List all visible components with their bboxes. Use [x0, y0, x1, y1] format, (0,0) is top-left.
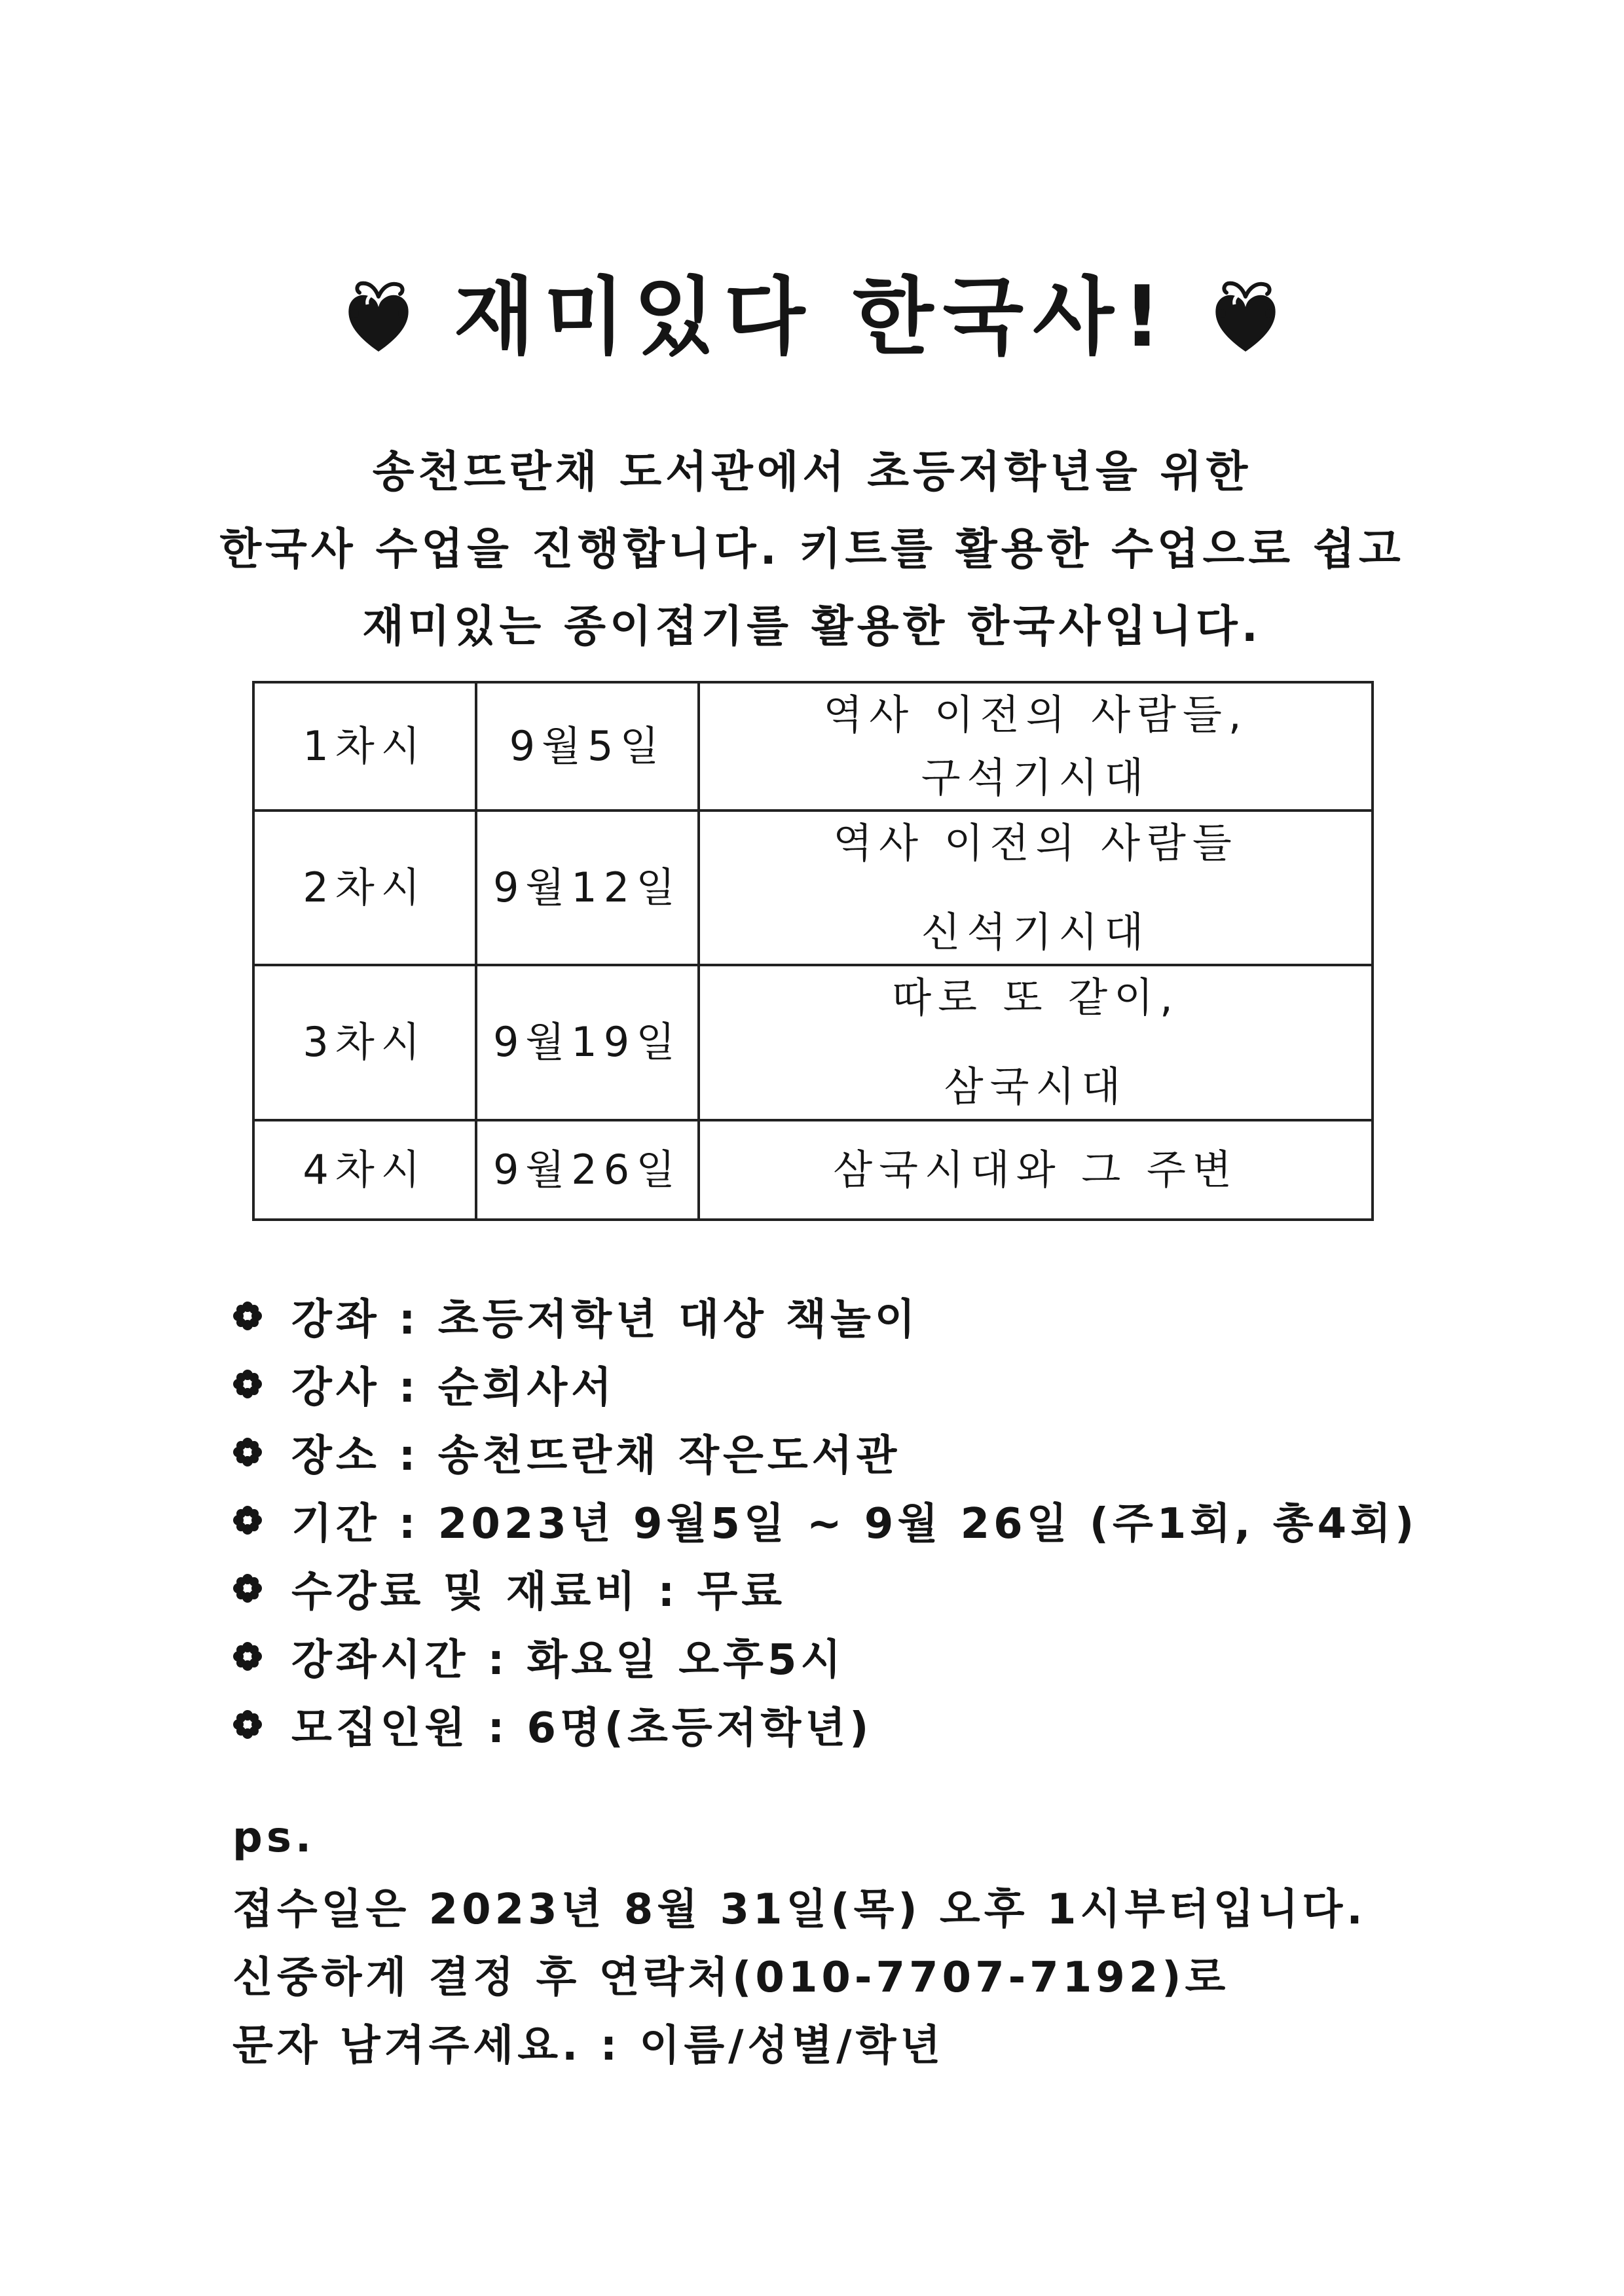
info-item-location: [232, 1418, 1418, 1486]
topic-cell: [699, 1120, 1373, 1220]
flower-bullet-icon: [232, 1709, 263, 1740]
info-item-course: [232, 1282, 1418, 1350]
flower-bullet-icon: [232, 1369, 263, 1399]
info-text: 기간 : 2023년 9월5일 ~ 9월 26일 (주1회, 총4회): [291, 1500, 1418, 1548]
session-cell: 4차시: [253, 1120, 476, 1220]
schedule-row: [253, 682, 1373, 811]
session-cell: 3차시: [253, 965, 476, 1120]
intro-line: 한국사 수업을 진행합니다. 키트를 활용한 수업으로 쉽고: [219, 524, 1405, 574]
ps-label: ps.: [232, 1813, 316, 1862]
flower-bullet-icon: [232, 1301, 263, 1331]
flower-bullet-icon: [232, 1505, 263, 1535]
info-item-time: [232, 1622, 1418, 1690]
schedule-row: [253, 1120, 1373, 1220]
topic-line: 역사 이전의 사람들: [833, 819, 1238, 867]
heart-flourish-icon: [342, 278, 415, 357]
info-list: [232, 1282, 1418, 1758]
info-text: 강좌시간 : 화요일 오후5시: [291, 1636, 845, 1685]
intro-line: 재미있는 종이접기를 활용한 한국사입니다.: [362, 601, 1262, 651]
topic-line: 구석기시대: [921, 754, 1151, 802]
topic-line: 신석기시대: [921, 908, 1151, 957]
info-text: 강좌 : 초등저학년 대상 책놀이: [291, 1296, 919, 1344]
session-cell: 2차시: [253, 811, 476, 965]
topic-line: 삼국시대: [944, 1063, 1128, 1111]
topic-cell: [699, 682, 1373, 811]
info-text: 수강료 및 재료비 : 무료: [291, 1568, 786, 1616]
page-title: 재미있다 한국사!: [453, 268, 1171, 366]
ps-line: 문자 남겨주세요. : 이름/성별/학년: [232, 2022, 945, 2070]
info-item-period: [232, 1486, 1418, 1554]
ps-notes: [232, 1804, 1367, 2076]
info-item-capacity: [232, 1690, 1418, 1758]
schedule-row: [253, 811, 1373, 965]
flower-bullet-icon: [232, 1641, 263, 1671]
info-text: 모집인원 : 6명(초등저학년): [291, 1704, 873, 1753]
session-cell: 1차시: [253, 682, 476, 811]
info-item-fee: [232, 1554, 1418, 1622]
schedule-table: [252, 681, 1374, 1221]
date-cell: 9월5일: [476, 682, 699, 811]
flower-bullet-icon: [232, 1437, 263, 1467]
info-text: 강사 : 순희사서: [291, 1364, 616, 1412]
title-row: [0, 262, 1624, 373]
date-cell: 9월26일: [476, 1120, 699, 1220]
topic-line: 따로 또 같이,: [892, 974, 1179, 1022]
flower-bullet-icon: [232, 1573, 263, 1603]
date-cell: 9월12일: [476, 811, 699, 965]
info-text: 장소 : 송천뜨란채 작은도서관: [291, 1432, 901, 1480]
topic-line: 삼국시대와 그 주변: [833, 1145, 1238, 1194]
topic-cell: [699, 965, 1373, 1120]
schedule-row: [253, 965, 1373, 1120]
topic-cell: [699, 811, 1373, 965]
heart-flourish-icon: [1209, 278, 1282, 357]
topic-line: 역사 이전의 사람들,: [823, 691, 1248, 738]
intro-line: 송천뜨란채 도서관에서 초등저학년을 위한: [372, 446, 1252, 497]
ps-line: 접수일은 2023년 8월 31일(목) 오후 1시부터입니다.: [232, 1886, 1367, 1934]
date-cell: 9월19일: [476, 965, 699, 1120]
ps-line: 신중하게 결정 후 연락처(010-7707-7192)로: [232, 1954, 1230, 2002]
info-item-instructor: [232, 1350, 1418, 1418]
